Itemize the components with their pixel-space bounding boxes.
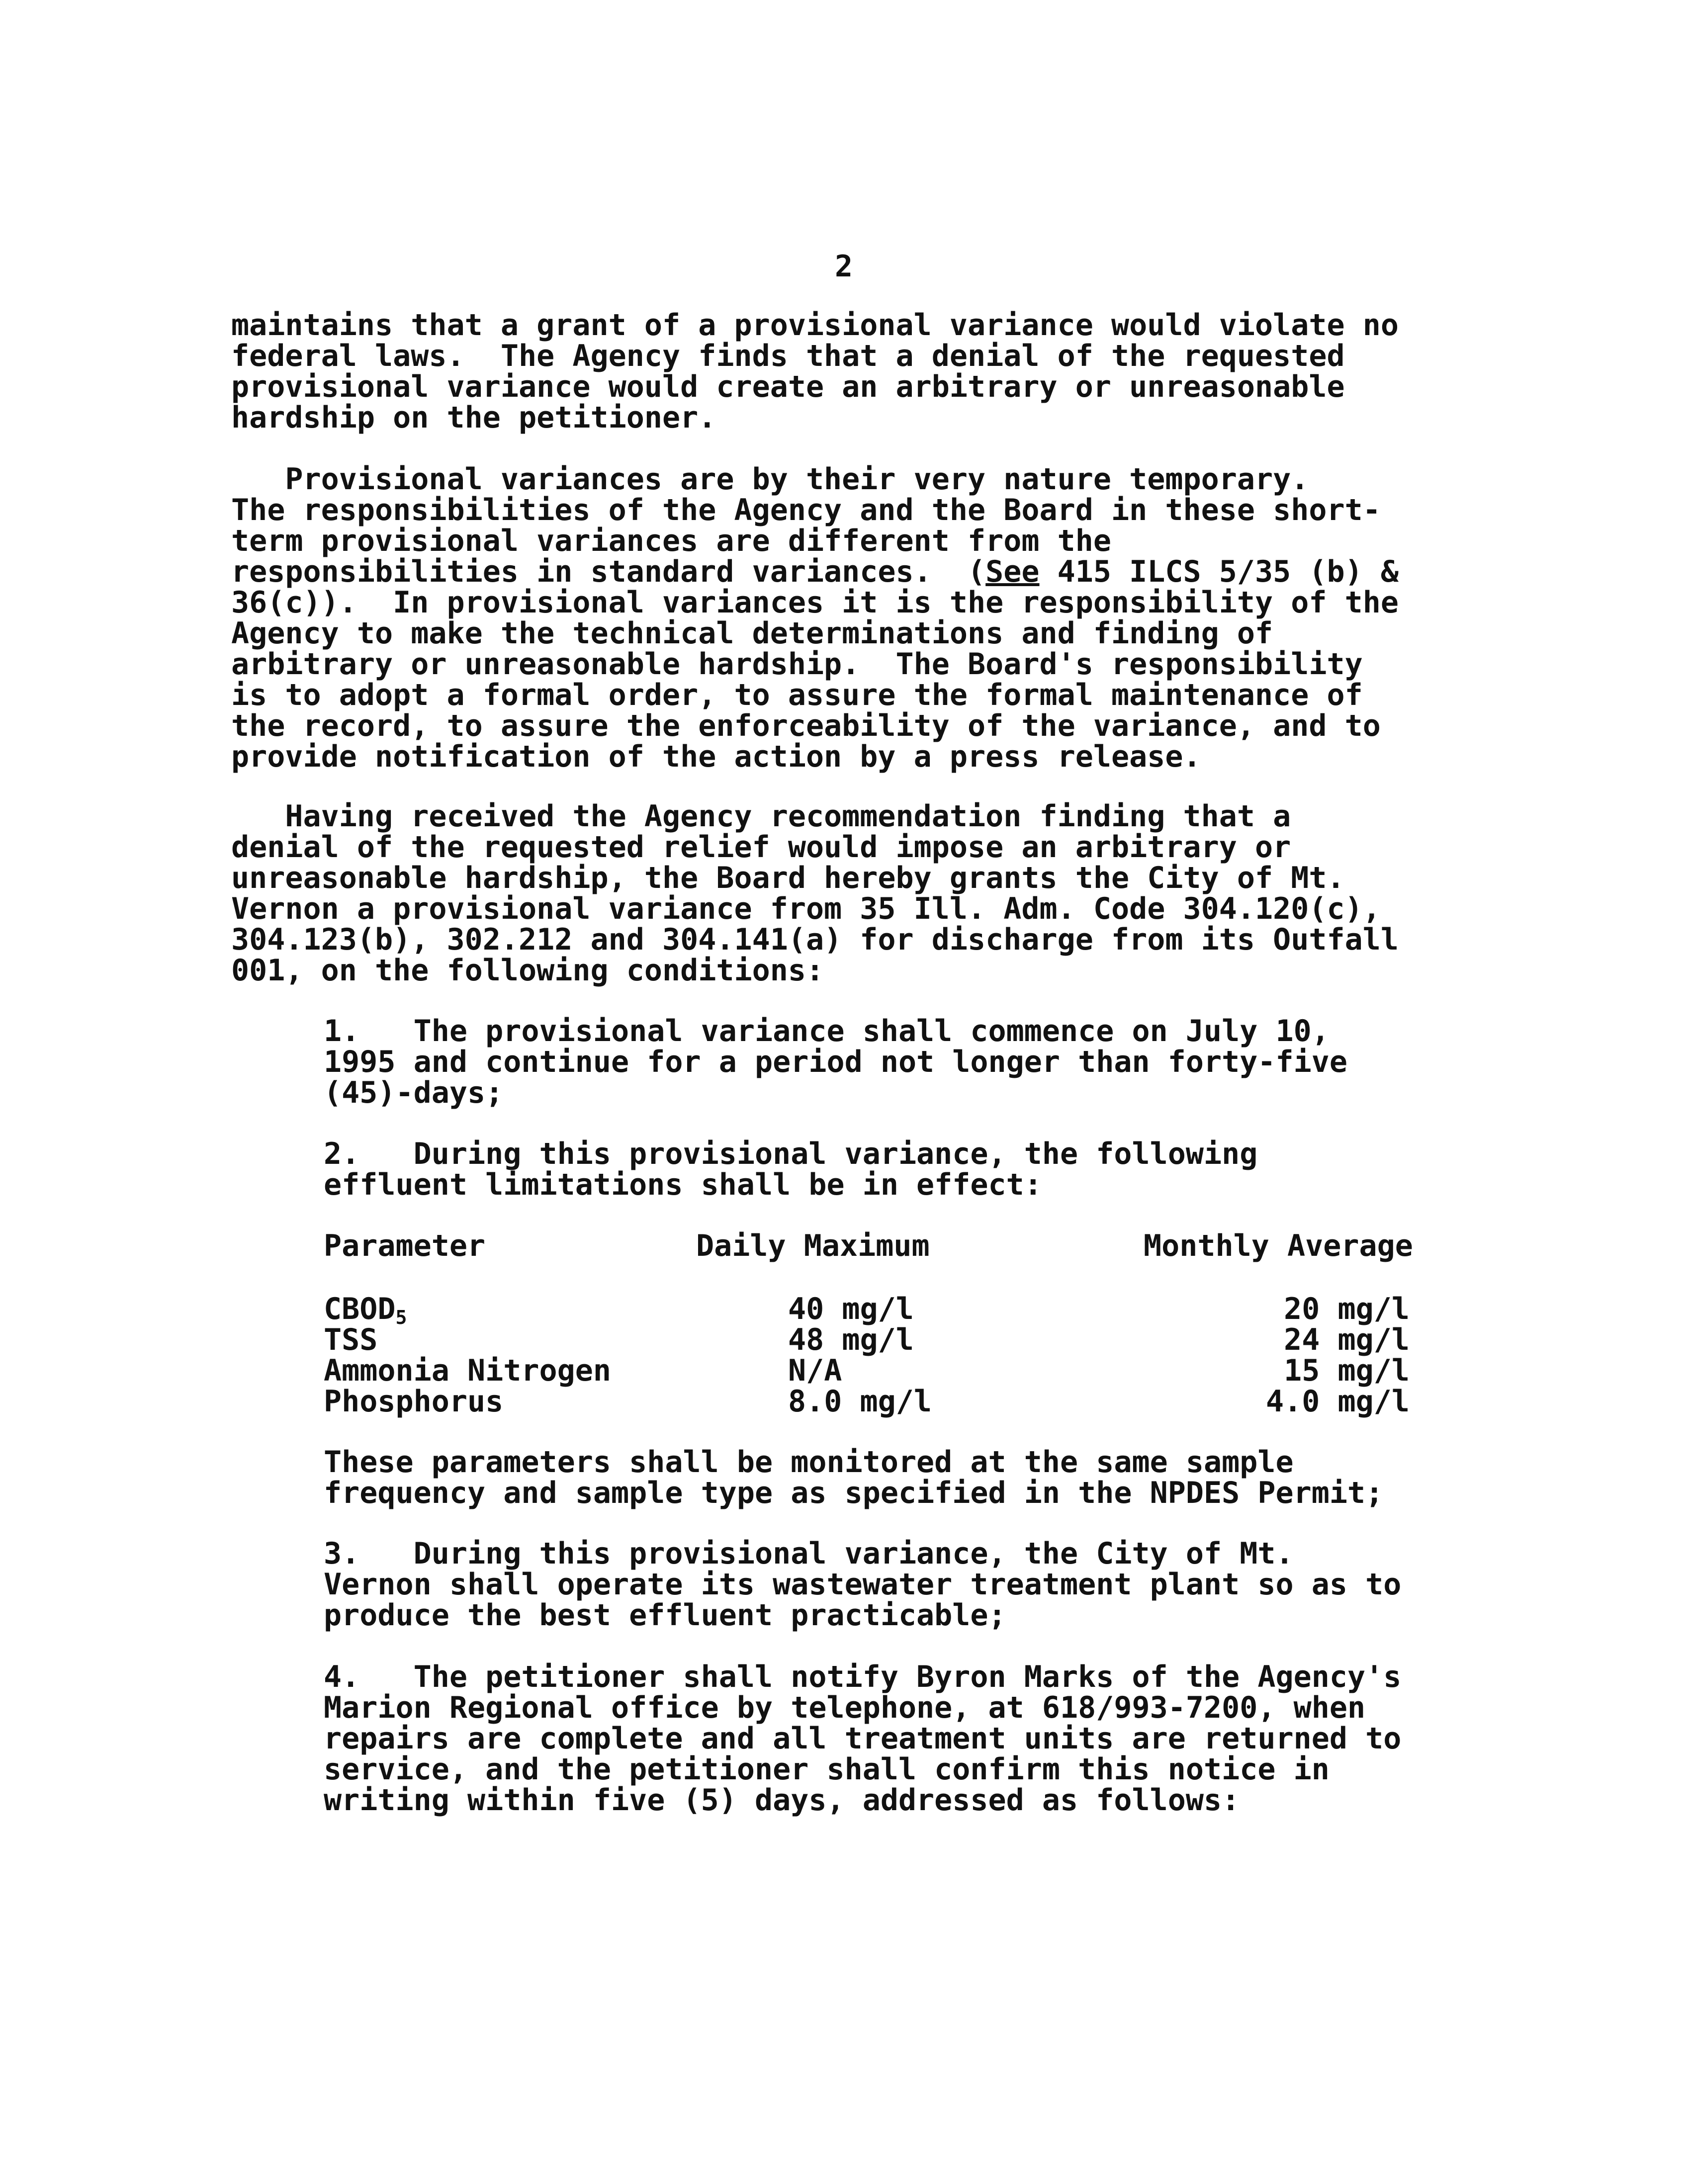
table-cell-parameter: TSS	[324, 1322, 378, 1357]
text-line: 001, on the following conditions:	[231, 953, 824, 988]
table-cell-monthly: 24 mg/l	[1284, 1322, 1410, 1357]
text-line: Vernon shall operate its wastewater treatment plant so as to	[324, 1567, 1402, 1602]
subscript: 5	[395, 1307, 407, 1328]
text-line: 304.123(b), 302.212 and 304.141(a) for discharge from its Outfall	[231, 922, 1399, 957]
table-cell-monthly: 15 mg/l	[1284, 1353, 1410, 1388]
text-line: 3. During this provisional variance, the City of Mt.	[324, 1536, 1294, 1571]
text-line: writing within five (5) days, addressed as follows:	[324, 1783, 1240, 1818]
text-line: These parameters shall be monitored at the same sample	[324, 1445, 1294, 1480]
paragraph-1	[231, 310, 1399, 433]
text-line: responsibilities in standard variances. (	[231, 554, 986, 589]
table-cell-parameter: $CBOD_5$	[324, 1292, 407, 1328]
text-line: 415 ILCS 5/35 (b) &	[1039, 554, 1399, 589]
table-cell-daily: 40 mg/l	[788, 1292, 914, 1326]
table-header-parameter: Parameter	[324, 1228, 486, 1263]
text-line: Marion Regional office by telephone, at 618/993-7200, when	[324, 1690, 1366, 1725]
text-line: maintains that a grant of a provisional variance would violate no	[231, 308, 1399, 343]
text-line: arbitrary or unreasonable hardship. The Board's responsibility	[231, 647, 1363, 682]
condition-4	[324, 1661, 1401, 1816]
table-cell-parameter: Ammonia Nitrogen	[324, 1353, 611, 1388]
condition-1	[324, 1016, 1347, 1108]
text-line: produce the best effluent practicable;	[324, 1598, 1006, 1633]
page-number: 2	[834, 249, 853, 284]
text-line: effluent limitations shall be in effect:	[324, 1167, 1042, 1202]
see-citation: See	[985, 554, 1040, 589]
text-line: repairs are complete and all treatment units are returned to	[324, 1721, 1402, 1756]
text-line: 4. The petitioner shall notify Byron Marks of the Agency's	[324, 1660, 1402, 1694]
text-line: 36(c)). In provisional variances it is the responsibility of the	[231, 585, 1399, 620]
table-cell-daily: N/A	[788, 1353, 842, 1388]
condition-3	[324, 1538, 1401, 1631]
table-cell-daily: 48 mg/l	[788, 1322, 914, 1357]
paragraph-2	[231, 464, 1399, 772]
text-line: is to adopt a formal order, to assure the formal maintenance of	[231, 678, 1363, 712]
text-line: Having received the Agency recommendation finding that a	[231, 799, 1291, 834]
text-line: denial of the requested relief would impose an arbitrary or	[231, 830, 1291, 865]
paragraph-3	[231, 801, 1399, 986]
text-line: service, and the petitioner shall confirm this notice in	[324, 1752, 1330, 1787]
text-line: federal laws. The Agency finds that a denial of the requested	[231, 339, 1345, 373]
text-line: the record, to assure the enforceability of the variance, and to	[231, 708, 1381, 743]
table-cell-monthly: 20 mg/l	[1284, 1292, 1410, 1326]
text-line: provide notification of the action by a press release.	[231, 739, 1201, 774]
table-header-monthly-average: Monthly Average	[1144, 1228, 1413, 1263]
text-line: 2. During this provisional variance, the following	[324, 1136, 1258, 1171]
text-line: unreasonable hardship, the Board hereby grants the City of Mt.	[231, 861, 1345, 895]
table-header-daily-maximum: Daily Maximum	[696, 1228, 930, 1263]
condition-2	[324, 1138, 1257, 1200]
text-line: Vernon a provisional variance from 35 Ill. Adm. Code 304.120(c),	[231, 891, 1381, 926]
text-line: (45)-days;	[324, 1075, 504, 1110]
text-line: term provisional variances are different from the	[231, 524, 1112, 558]
table-cell-parameter: Phosphorus	[324, 1384, 504, 1419]
text-line: frequency and sample type as specified in the NPDES Permit;	[324, 1476, 1384, 1510]
text-line: Agency to make the technical determinations and finding of	[231, 616, 1273, 651]
table-cell-daily: 8.0 mg/l	[788, 1384, 932, 1419]
condition-2-monitoring-note	[324, 1447, 1383, 1508]
text-line: The responsibilities of the Agency and the Board in these short-	[231, 493, 1381, 527]
table-cell-monthly: 4.0 mg/l	[1266, 1384, 1410, 1419]
text-line: 1. The provisional variance shall commence on July 10,	[324, 1014, 1330, 1048]
text-line: hardship on the petitioner.	[231, 400, 716, 435]
text-line: provisional variance would create an arbitrary or unreasonable	[231, 369, 1345, 404]
text-line: 1995 and continue for a period not longer than forty-five	[324, 1045, 1348, 1079]
text-line: Provisional variances are by their very nature temporary.	[231, 462, 1309, 497]
